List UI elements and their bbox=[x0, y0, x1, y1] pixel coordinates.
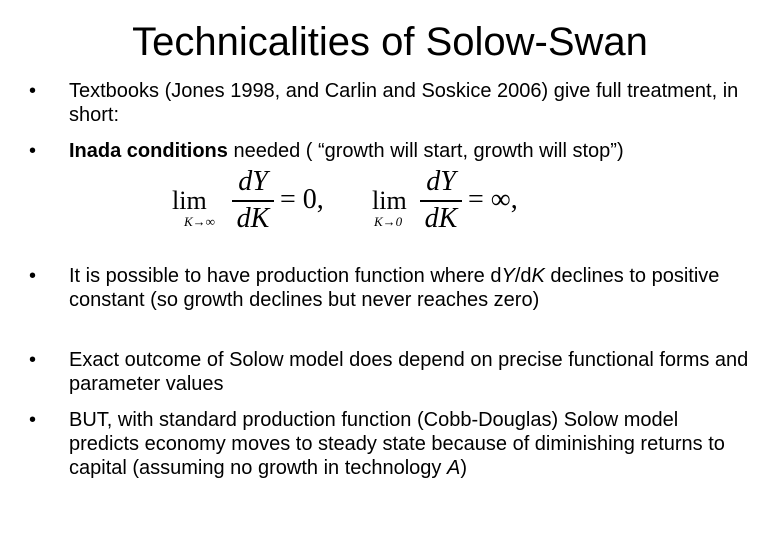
bullet-production-function bbox=[29, 264, 729, 336]
bullet-marker: • bbox=[29, 80, 37, 102]
rhs-left: = 0, bbox=[280, 184, 324, 215]
fraction-left-denominator: dK bbox=[236, 203, 270, 234]
lim-right-subscript: K→0 bbox=[374, 214, 403, 229]
bullet-text: Textbooks (Jones 1998, and Carlin and Soskice 2006) give full treatment, in short: bbox=[69, 80, 739, 126]
bullet-text: BUT, with standard production function (Cobb-Douglas) Solow model predicts economy moves to steady state because of diminishing returns to capital (assuming no growth in technology A) bbox=[69, 409, 725, 479]
fraction-right-denominator: dK bbox=[424, 203, 458, 234]
bullet-exact-outcome bbox=[29, 348, 749, 396]
bullet-cobb-douglas bbox=[29, 408, 729, 528]
bullet-text: It is possible to have production function where dY/dK declines to positive constant (so growth declines but never reaches zero) bbox=[69, 265, 720, 311]
fraction-left-numerator: dY bbox=[238, 166, 268, 197]
slide-title: Technicalities of Solow-Swan bbox=[132, 20, 648, 64]
bullet-text: Exact outcome of Solow model does depend on precise functional forms and parameter values bbox=[69, 349, 749, 395]
bullet-text: Inada conditions needed ( “growth will start, growth will stop”) bbox=[69, 140, 624, 162]
rhs-right: = ∞, bbox=[468, 184, 518, 215]
bullet-marker: • bbox=[29, 265, 37, 287]
lim-right: lim bbox=[372, 186, 407, 215]
bullet-marker: • bbox=[29, 349, 37, 371]
inada-conditions-term: Inada conditions bbox=[69, 140, 228, 162]
bullet-marker: • bbox=[29, 409, 37, 431]
fraction-right-numerator: dY bbox=[426, 166, 456, 197]
bullet-textbooks bbox=[29, 79, 739, 127]
bullet-marker: • bbox=[29, 140, 37, 162]
fraction-left-bar bbox=[232, 200, 274, 202]
lim-left-subscript: K→∞ bbox=[184, 214, 215, 229]
lim-left: lim bbox=[172, 186, 207, 215]
inada-formula bbox=[170, 166, 550, 238]
fraction-right-bar bbox=[420, 200, 462, 202]
